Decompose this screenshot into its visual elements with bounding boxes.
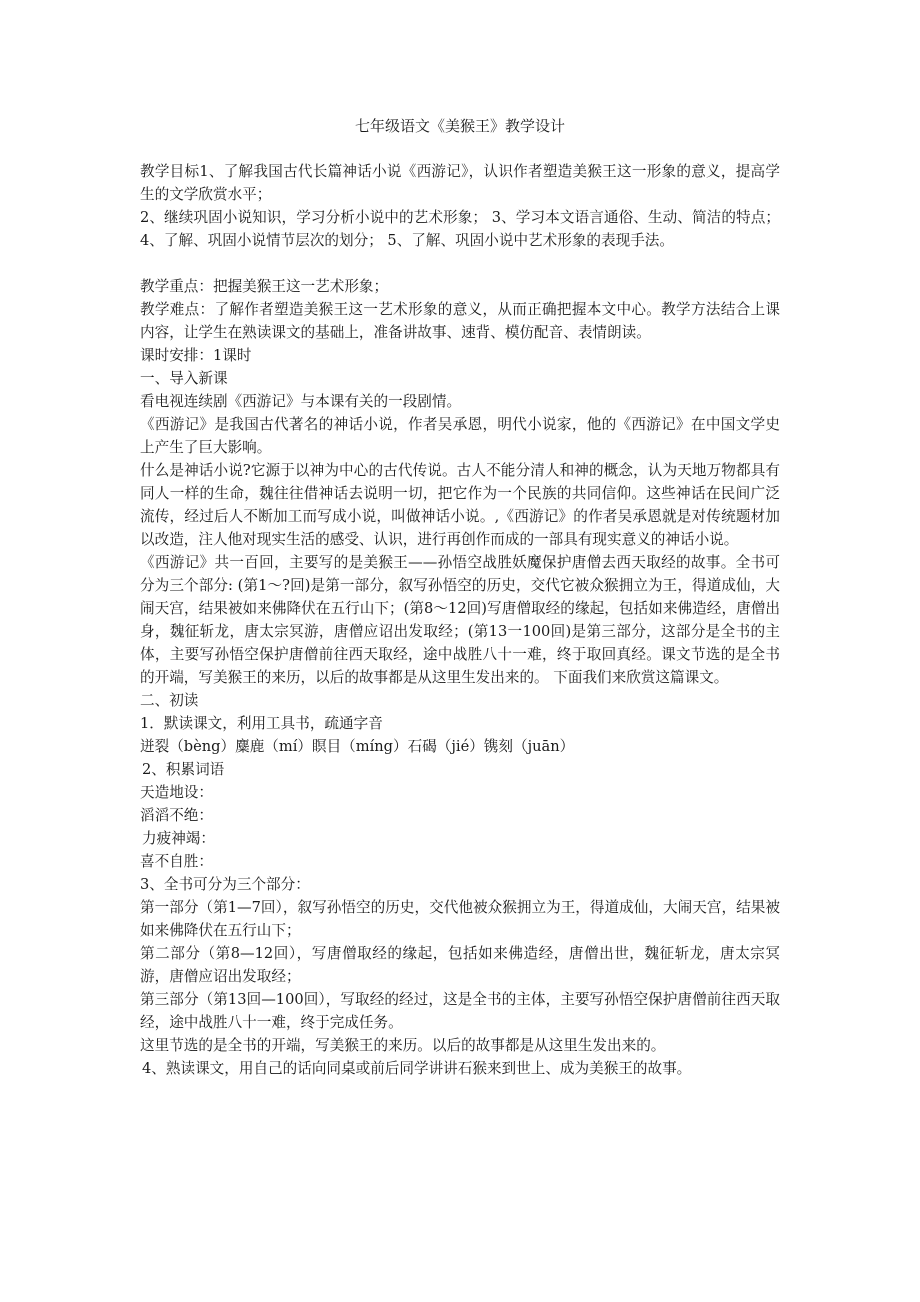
paragraph-part-1: 第一部分（第1—7回），叙写孙悟空的历史，交代他被众猴拥立为王，得道成仙，大闹天宫，结果被如来佛降伏在五行山下； xyxy=(140,899,780,939)
paragraph-objective-1: 教学目标1、了解我国古代长篇神话小说《西游记》，认识作者塑造美猴王这一形象的意义，提高学生的文学欣赏水平； xyxy=(140,163,780,203)
document-body xyxy=(140,160,780,1080)
paragraph-schedule: 课时安排：1课时 xyxy=(140,347,252,364)
paragraph-part-2: 第二部分（第8—12回），写唐僧取经的缘起，包括如来佛造经，唐僧出世，魏征斩龙，唐太宗冥游，唐僧应诏出发取经； xyxy=(140,945,780,985)
paragraph-key-point: 教学重点：把握美猴王这一艺术形象； xyxy=(140,278,389,295)
paragraph-objective-2: 2、继续巩固小说知识，学习分析小说中的艺术形象； 3、学习本文语言通俗、生动、简洁的特点； 4、了解、巩固小说情节层次的划分； 5、了解、巩固小说中艺术形象的表现手法。 xyxy=(140,209,780,249)
paragraph-intro-3: 什么是神话小说?它源于以神为中心的古代传说。古人不能分清人和神的概念，认为天地万物都具有同人一样的生命，魏往往借神话去说明一切，把它作为一个民族的共同信仰。这些神话在民间广泛流传，经过后人不断加工而写成小说，叫做神话小说。,《西游记》的作者吴承恩就是对传统题材加以改造，注人他对现实生活的感受、认识，进行再创作而成的一部具有现实意义的神话小说。 xyxy=(140,462,780,548)
paragraph-part-3: 第三部分（第13回—100回），写取经的经过，这是全书的主体，主要写孙悟空保护唐僧前往西天取经，途中战胜八十一难，终于完成任务。 xyxy=(140,991,780,1031)
document-title: 七年级语文《美猴王》教学设计 xyxy=(354,117,565,135)
paragraph-intro-2: 《西游记》是我国古代著名的神话小说，作者吴承恩，明代小说家，他的《西游记》在中国文学史上产生了巨大影响。 xyxy=(140,416,780,456)
paragraph-reading-step-3: 3、全书可分为三个部分： xyxy=(140,876,310,893)
paragraph-reading-step-4: 4、熟读课文，用自己的话向同桌或前后同学讲讲石猴来到世上、成为美猴王的故事。 xyxy=(142,1060,692,1077)
vocab-item: 滔滔不绝： xyxy=(140,807,213,824)
paragraph-excerpt-note: 这里节选的是全书的开端，写美猴王的来历。以后的故事都是从这里生发出来的。 xyxy=(140,1037,666,1054)
paragraph-intro-1: 看电视连续剧《西游记》与本课有关的一段剧情。 xyxy=(140,393,462,410)
section-heading-first-reading: 二、初读 xyxy=(140,692,199,709)
paragraph-reading-step-2: 2、积累词语 xyxy=(142,761,225,778)
paragraph-intro-4: 《西游记》共一百回，主要写的是美猴王——孙悟空战胜妖魔保护唐僧去西天取经的故事。全书可分为三个部分: (第1～?回)是第一部分，叙写孙悟空的历史，交代它被众猴拥立为王，得道成仙，大闹天宫，结果被如来佛降伏在五行山下；(第8～12回)写唐僧取经的缘起，包括如来佛造经，唐僧出身，魏征斩龙，唐太宗冥游，唐僧应诏出发取经；(第13一100回)是第三部分，这部分是全书的主体，主要写孙悟空保护唐僧前往西天取经，途中战胜八十一难，终于取回真经。课文节选的是全书的开端，写美猴王的来历，以后的故事都是从这里生发出来的。 下面我们来欣赏这篇课文。 xyxy=(140,554,780,686)
vocab-item: 天造地设： xyxy=(140,784,213,801)
paragraph-reading-step-1: 1．默读课文，利用工具书，疏通字音 xyxy=(140,715,383,732)
paragraph-difficulty: 教学难点：了解作者塑造美猴王这一艺术形象的意义，从而正确把握本文中心。教学方法结合上课内容，让学生在熟读课文的基础上，准备讲故事、速背、模仿配音、表情朗读。 xyxy=(140,301,780,341)
section-heading-intro: 一、导入新课 xyxy=(140,370,228,387)
vocab-item: 力疲神竭： xyxy=(142,830,215,847)
paragraph-pronunciation: 迸裂（bèng）麋鹿（mí）瞑目（míng）石碣（jié）镌刻（juān） xyxy=(140,738,575,755)
vocab-item: 喜不自胜： xyxy=(140,853,213,870)
